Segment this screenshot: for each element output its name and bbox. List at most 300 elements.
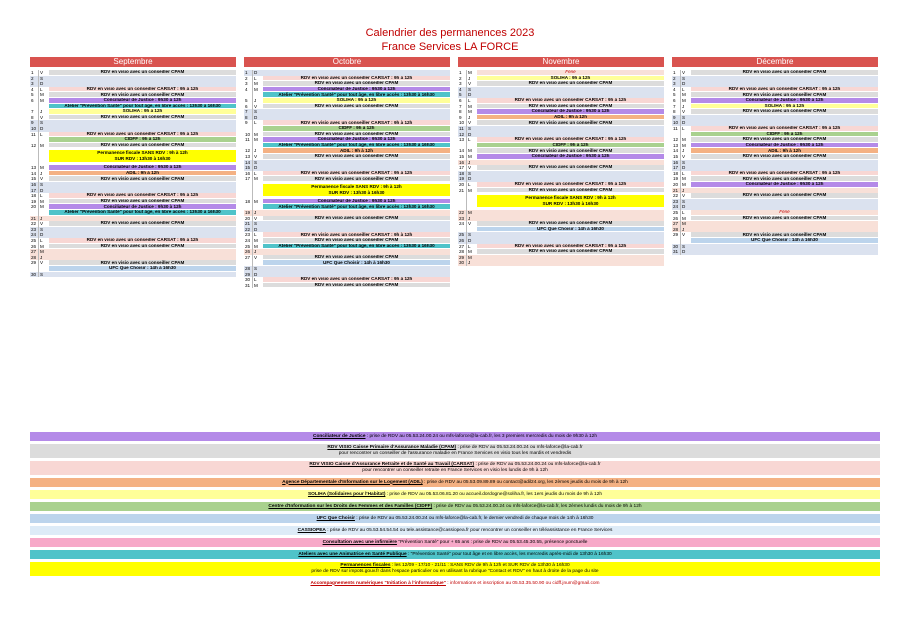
weekday-letter: S <box>468 86 472 92</box>
day-number: 7 <box>672 104 681 110</box>
weekday-letter: J <box>468 159 471 165</box>
day-number: 4 <box>244 87 253 98</box>
weekday-letter: S <box>682 159 686 165</box>
day-number: 6 <box>30 98 39 109</box>
legend-title: Accompagnements numériques "Initiation à l'informatique" <box>310 580 446 586</box>
weekday-letter: J <box>40 109 43 115</box>
day-number: 26 <box>458 238 467 244</box>
legend-text: : prise de RDV au 05.53.24.00.24 ou mfs-laforce@la-cab.fr, les 2èmes lundis du mois de 9h à 12h <box>432 503 642 509</box>
day-number: 22 <box>672 193 681 199</box>
day-row <box>458 221 664 232</box>
fiscal-afternoon: SUR RDV : 13h30 à 16h30 <box>477 201 664 207</box>
weekday-letter: V <box>468 81 472 87</box>
legend-title: Agence Départementale d'Information sur le Logement (ADIL) <box>282 479 423 485</box>
day-number: 9 <box>244 120 253 131</box>
day-number: 4 <box>458 87 467 93</box>
permanence-cpam: RDV en visio avec un conseiller CPAM <box>49 143 236 149</box>
day-number: 17 <box>672 165 681 171</box>
day-number: 31 <box>244 283 253 289</box>
day-number: 26 <box>244 249 253 255</box>
weekday-letter: J <box>468 114 471 120</box>
permanence-carsat: RDV en visio avec un conseiller CARSAT : 9h à 12h <box>263 232 450 238</box>
weekday-letter: M <box>468 154 472 159</box>
legend-text: : informations et inscription au 05.53.35.50.90 ou cidff.jnum@gmail.com <box>445 580 600 586</box>
weekday-letter: D <box>682 249 686 255</box>
permanence-cpam: RDV en visio avec un conseiller CPAM <box>263 81 450 87</box>
day-number: 9 <box>30 120 39 126</box>
weekday-letter: J <box>468 260 471 266</box>
permanence-soliha: SOLIHA : 9h à 12h <box>263 98 450 104</box>
permanence-cpam: RDV en visio avec un conseiller CPAM <box>477 81 664 87</box>
day-number: 13 <box>30 165 39 171</box>
permanence-cpam: RDV en visio avec un conseiller CPAM <box>49 199 236 205</box>
permanence-carsat: RDV en visio avec un conseiller CARSAT : 9h à 12h <box>49 87 236 93</box>
legend-title: Conciliateur de Justice <box>312 433 366 439</box>
permanence-cpam: RDV en visio avec un conseiller CPAM <box>49 92 236 98</box>
legend-text: : prise de RDV au 05.53.06.81.20 ou accueil.dordogne@soliha.fr, les 1ers jeudis du mois de 9h à 12h <box>385 491 603 497</box>
permanence-carsat: RDV en visio avec un conseiller CARSAT : 9h à 12h <box>477 98 664 104</box>
weekday-letter: S <box>682 75 686 81</box>
day-number: 17 <box>244 176 253 198</box>
weekday-letter: D <box>40 232 44 238</box>
weekday-letter: S <box>468 126 472 131</box>
day-number: 23 <box>672 199 681 205</box>
weekday-letter: L <box>682 86 685 92</box>
permanence-carsat: RDV en visio avec un conseiller CARSAT : 9h à 12h <box>263 171 450 177</box>
permanence-cidff: CIDFF : 9h à 12h <box>263 126 450 132</box>
legend-num <box>30 579 880 588</box>
weekday-letter: L <box>40 131 43 137</box>
permanence-carsat: RDV en visio avec un conseiller CARSAT : 9h à 12h <box>477 244 664 250</box>
day-number: 24 <box>244 238 253 244</box>
day-number: 30 <box>672 244 681 250</box>
permanence-carsat: RDV en visio avec un conseiller CARSAT : 9h à 12h <box>263 120 450 126</box>
permanence-cpam: RDV en visio avec un conseiller CPAM <box>477 249 664 255</box>
day-number: 27 <box>30 249 39 255</box>
day-number: 21 <box>458 188 467 210</box>
day-number: 27 <box>672 221 681 227</box>
weekday-letter: D <box>682 165 686 171</box>
day-number: 7 <box>30 109 39 115</box>
fiscal-morning: Permanence fiscale SANS RDV : 9h à 12h <box>477 195 664 201</box>
day-number: 27 <box>244 255 253 266</box>
day-number: 10 <box>672 120 681 126</box>
day-number: 23 <box>458 216 467 222</box>
day-row <box>30 143 236 165</box>
day-row <box>672 126 878 137</box>
legend-title: UFC Que Choisir <box>316 515 355 521</box>
weekday-letter: J <box>254 249 257 255</box>
permanence-carsat: RDV en visio avec un conseiller CARSAT : 9h à 12h <box>49 132 236 138</box>
day-row <box>244 137 450 148</box>
legend-line2: pour rencontrer un conseiller retraite en France Services en visio les lundis de 9h à 12h <box>362 468 548 473</box>
weekday-letter: L <box>468 137 471 143</box>
permanence-adil: ADIL : 9h à 12h <box>263 148 450 154</box>
permanence-cpam: RDV en visio avec un conseiller CPAM <box>691 154 878 160</box>
weekday-letter: J <box>682 187 685 193</box>
permanence-cpam: RDV en visio avec un conseiller CPAM <box>691 109 878 115</box>
weekday-letter: L <box>468 243 471 249</box>
permanence-ps: Atelier "Prévention Santé" pour tout âge, en libre accès : 13h30 à 16h30 <box>49 210 236 216</box>
permanence-cpam: RDV en visio avec un conseiller CPAM <box>477 221 664 227</box>
weekday-letter: L <box>40 86 43 92</box>
weekday-letter: V <box>40 70 44 75</box>
weekday-letter: V <box>468 120 472 126</box>
weekday-letter: M <box>40 142 44 148</box>
weekday-letter: M <box>682 182 686 187</box>
permanence-carsat: RDV en visio avec un conseiller CARSAT : 9h à 12h <box>49 238 236 244</box>
day-number: 27 <box>458 244 467 250</box>
legend-text: : prise de RDV au 05.53.24.00.24 ou mfs-laforce@la-cab.fr, les 3 premiers mercredis du mois de 9h30 à 12h <box>365 433 598 439</box>
permanence-cpam: RDV en visio avec un conseiller CPAM <box>477 104 664 110</box>
day-number: 1 <box>30 70 39 76</box>
day-row <box>458 137 664 148</box>
legend-text: : "Prévention Santé" pour tout âge et en libre accès, les mercredis après-midi de 13h30 à 16h30 <box>406 551 612 557</box>
permanence-cpam: RDV en visio avec un conseiller CPAM <box>263 216 450 222</box>
day-number: 16 <box>30 182 39 188</box>
day-row <box>458 188 664 210</box>
day-number: 15 <box>672 154 681 160</box>
permanence-cpam: RDV en visio avec un conseiller CPAM <box>691 176 878 182</box>
day-number: 2 <box>244 76 253 82</box>
weekday-letter: V <box>254 103 258 109</box>
weekday-letter: S <box>254 221 258 227</box>
day-number: 28 <box>458 249 467 255</box>
permanence-carsat: RDV en visio avec un conseiller CARSAT : 9h à 12h <box>263 277 450 283</box>
permanence-conc: Conciliateur de Justice : 9h30 à 12h <box>49 98 236 104</box>
day-number: 7 <box>458 104 467 110</box>
legend-text: "Prévention Santé" pour + 65 ans : prise de RDV au 05.53.45.30.55, présence ponctuelle <box>396 539 588 545</box>
weekday-letter: M <box>682 98 686 103</box>
permanence-carsat: RDV en visio avec un conseiller CARSAT : 9h à 12h <box>263 76 450 82</box>
weekday-letter: M <box>468 109 472 115</box>
weekday-letter: D <box>40 187 44 193</box>
day-number: 1 <box>672 70 681 76</box>
day-number: 4 <box>30 87 39 93</box>
day-number: 16 <box>672 160 681 166</box>
day-number: 20 <box>672 182 681 188</box>
day-number: 14 <box>244 160 253 166</box>
day-number: 5 <box>672 92 681 98</box>
weekday-letter: S <box>254 159 258 165</box>
weekday-letter: J <box>682 226 685 232</box>
day-number: 19 <box>30 199 39 205</box>
day-number: 18 <box>30 193 39 199</box>
day-row <box>672 232 878 243</box>
permanence-cpam: RDV en visio avec un conseiller CPAM <box>263 154 450 160</box>
permanence-conc: Conciliateur de Justice : 9h30 à 12h <box>691 143 878 149</box>
weekday-letter: D <box>468 131 472 137</box>
permanence-adil: ADIL : 9h à 12h <box>477 115 664 121</box>
day-number: 9 <box>672 115 681 121</box>
permanence-cpam: RDV en visio avec un conseiller CPAM <box>263 255 450 261</box>
day-row <box>244 120 450 131</box>
day-number: 29 <box>244 272 253 278</box>
weekday-letter: D <box>254 271 258 277</box>
weekday-letter: S <box>468 170 472 176</box>
fiscal-afternoon: SUR RDV : 13h30 à 16h30 <box>263 190 450 196</box>
legend-text: : prise de RDV au 05.53.24.00.24 ou mfs-laforce@la-cab.fr <box>456 445 583 450</box>
day-row <box>244 87 450 98</box>
day-number: 7 <box>244 109 253 115</box>
permanence-ufc: UFC Que Choisir : 14h à 16h30 <box>477 227 664 233</box>
weekday-letter: V <box>254 254 258 260</box>
day-number: 9 <box>458 115 467 121</box>
day-number: 11 <box>30 132 39 143</box>
weekday-letter: M <box>40 98 44 103</box>
weekday-letter: M <box>254 86 258 92</box>
day-number: 2 <box>672 76 681 82</box>
day-number: 8 <box>672 109 681 115</box>
weekday-letter: S <box>468 232 472 238</box>
legend-conc <box>30 432 880 441</box>
day-number: 12 <box>30 143 39 165</box>
weekday-letter: V <box>682 109 686 115</box>
weekday-letter: L <box>254 170 257 176</box>
permanence-fisc <box>263 182 450 199</box>
day-number: 14 <box>30 171 39 177</box>
legend-title: SOLIHA (Solidaires pour l'Habitat) <box>307 491 386 497</box>
permanence-conc: Conciliateur de Justice : 9h30 à 12h <box>263 87 450 93</box>
weekday-letter: J <box>40 254 43 260</box>
weekday-letter: D <box>254 70 258 75</box>
day-number: 28 <box>672 227 681 233</box>
weekday-letter: J <box>682 148 685 154</box>
permanence-cpam: RDV en visio avec un conseiller CPAM <box>691 216 878 222</box>
day-number: 21 <box>30 216 39 222</box>
permanence-soliha: SOLIHA : 9h à 12h <box>49 109 236 115</box>
legend-title: CASSIOPEA <box>297 527 326 533</box>
permanence-cpam: RDV en visio avec un conseiller CPAM <box>263 176 450 182</box>
legend-text: : prise de RDV au 05.53.54.54.54 ou tele.assistance@cassiopea.fr pour rencontrer un conseiller en téléassistance en France Services <box>325 527 613 533</box>
weekday-letter: D <box>682 120 686 126</box>
weekday-letter: M <box>40 92 44 98</box>
month-header: Septembre <box>30 57 236 67</box>
legend-title: Ateliers avec une Animatrice en Santé Publique <box>298 551 407 557</box>
permanence-ps: Atelier "Prévention Santé" pour tout âge, en libre accès : 13h30 à 16h30 <box>263 244 450 250</box>
weekday-letter: M <box>40 243 44 249</box>
day-number: 30 <box>30 272 39 278</box>
day-number: 14 <box>672 148 681 154</box>
weekday-letter: M <box>468 249 472 255</box>
day-number: 20 <box>244 216 253 222</box>
day-row <box>244 176 450 198</box>
day-number: 18 <box>244 199 253 210</box>
weekday-letter: L <box>254 75 257 81</box>
weekday-letter: V <box>468 221 472 227</box>
permanence-cpam: RDV en visio avec un conseiller CPAM <box>49 115 236 121</box>
legend-line2: prise de RDV sur impots.gouv.fr dans l'espace particulier ou en utilisant la rubrique "Contact et RDV" en haut à droite de la page du site <box>311 569 599 574</box>
permanence-ps: Atelier "Prévention Santé" pour tout âge, en libre accès : 13h30 à 16h30 <box>49 104 236 110</box>
day-number: 13 <box>244 154 253 160</box>
legend-title: RDV VISIO Caisse d'Assurance Retraite et de Santé au Travail (CARSAT) <box>309 462 475 467</box>
day-number: 5 <box>30 92 39 98</box>
day-row <box>30 272 236 278</box>
title-line2: France Services LA FORCE <box>381 41 519 53</box>
weekday-letter: D <box>468 176 472 182</box>
weekday-letter: L <box>40 193 43 199</box>
legend-soliha <box>30 490 880 499</box>
legend-cidff <box>30 502 880 511</box>
permanence-adil: ADIL : 9h à 12h <box>49 171 236 177</box>
day-number: 23 <box>30 227 39 233</box>
day-number: 24 <box>30 232 39 238</box>
weekday-letter: S <box>40 271 44 277</box>
day-number: 29 <box>458 255 467 261</box>
weekday-letter: S <box>682 243 686 249</box>
weekday-letter: J <box>254 148 257 154</box>
weekday-letter: V <box>254 154 258 159</box>
weekday-letter: M <box>682 215 686 221</box>
day-number: 12 <box>244 148 253 154</box>
legend-fisc <box>30 562 880 576</box>
day-number: 19 <box>458 176 467 182</box>
weekday-letter: D <box>468 238 472 243</box>
permanence-cpam: RDV en visio avec un conseiller CPAM <box>263 104 450 110</box>
permanence-ufc: UFC Que Choisir : 14h à 16h30 <box>49 266 236 272</box>
day-number: 18 <box>458 171 467 177</box>
legend-inf <box>30 538 880 547</box>
permanence-cpam: RDV en visio avec un conseiller CPAM <box>263 283 450 289</box>
day-row <box>458 260 664 266</box>
weekday-letter: J <box>682 103 685 109</box>
day-number: 25 <box>672 210 681 216</box>
legend-text: : prise de RDV au 05.53.24.00.24 ou mfs-laforce@la-cab.fr <box>474 462 601 467</box>
weekday-letter: V <box>682 232 686 238</box>
day-number: 11 <box>458 126 467 132</box>
permanence-fisc <box>477 193 664 210</box>
weekday-letter: L <box>468 98 471 103</box>
weekday-letter: J <box>468 215 471 221</box>
day-row <box>244 255 450 266</box>
permanence-conc: Conciliateur de Justice : 9h30 à 12h <box>263 199 450 205</box>
weekday-letter: S <box>40 226 44 232</box>
day-number: 30 <box>458 260 467 266</box>
legend-title: Centre d'Information sur les Droits des Femmes et des Familles (CIDFF) <box>268 503 433 509</box>
weekday-letter: M <box>40 249 44 255</box>
day-number: 3 <box>30 81 39 87</box>
day-number: 21 <box>244 221 253 227</box>
legend-text: : prise de RDV au 05.53.24.00.24 ou mfs-laforce@la-cab.fr, le dernier vendredi de chaque mois de 14h à 16h30 <box>354 515 594 521</box>
day-number: 23 <box>244 232 253 238</box>
weekday-letter: D <box>254 114 258 120</box>
weekday-letter: L <box>468 182 471 187</box>
permanence-cpam: RDV en visio avec un conseiller CPAM <box>691 70 878 76</box>
weekday-letter: V <box>40 221 44 227</box>
day-number: 4 <box>672 87 681 93</box>
weekday-letter: L <box>40 238 43 243</box>
day-number: 12 <box>458 132 467 138</box>
day-number: 3 <box>244 81 253 87</box>
weekday-letter: M <box>254 282 258 288</box>
day-number: 10 <box>30 126 39 132</box>
permanence-conc: Conciliateur de Justice : 9h30 à 12h <box>49 165 236 171</box>
weekday-letter: M <box>254 238 258 243</box>
month-header: Novembre <box>458 57 664 67</box>
permanence-ps: Atelier "Prévention Santé" pour tout âge, en libre accès : 13h30 à 16h30 <box>263 143 450 149</box>
weekday-letter: V <box>40 176 44 182</box>
page-title <box>0 26 900 54</box>
day-row <box>30 132 236 143</box>
permanence-carsat: RDV en visio avec un conseiller CARSAT : 9h à 12h <box>691 171 878 177</box>
day-number: 2 <box>30 76 39 82</box>
permanence-ps: Atelier "Prévention Santé" pour tout âge, en libre accès : 13h30 à 16h30 <box>263 204 450 210</box>
weekday-letter: M <box>682 176 686 182</box>
weekday-letter: L <box>254 232 257 238</box>
day-number: 3 <box>672 81 681 87</box>
permanence-carsat: RDV en visio avec un conseiller CARSAT : 9h à 12h <box>691 87 878 93</box>
permanence-cpam: RDV en visio avec un conseiller CPAM <box>691 92 878 98</box>
weekday-letter: M <box>682 137 686 143</box>
permanence-cpam: RDV en visio avec un conseiller CPAM <box>477 165 664 171</box>
weekday-letter: M <box>468 254 472 260</box>
weekday-letter: V <box>682 154 686 159</box>
permanence-conc: Conciliateur de Justice : 9h30 à 12h <box>263 137 450 143</box>
legend-carsat <box>30 461 880 475</box>
permanence-cpam: RDV en visio avec un conseiller CPAM <box>691 137 878 143</box>
weekday-letter: D <box>40 81 44 87</box>
permanence-carsat: RDV en visio avec un conseiller CARSAT : 9h à 12h <box>477 137 664 143</box>
weekday-letter: S <box>254 109 258 115</box>
legend-adil <box>30 478 880 487</box>
fiscal-afternoon: SUR RDV : 13h30 à 16h30 <box>49 156 236 162</box>
permanence-cidff: CIDFF : 9h à 12h <box>49 137 236 143</box>
permanence-fisc <box>49 148 236 165</box>
day-number: 17 <box>458 165 467 171</box>
weekday-letter: M <box>254 131 258 137</box>
day-number: 15 <box>458 154 467 160</box>
permanence-cpam: RDV en visio avec un conseiller CPAM <box>477 148 664 154</box>
permanence-cpam: RDV en visio avec un conseiller CPAM <box>691 193 878 199</box>
legend-text: : prise de RDV au 05.53.09.89.89 ou contact@adil24.org, les 2èmes jeudis du mois de 9h à 12h <box>422 479 628 485</box>
day-number: 19 <box>672 176 681 182</box>
day-number: 8 <box>458 109 467 115</box>
day-row <box>672 249 878 255</box>
legend-cpam <box>30 444 880 458</box>
day-number: 6 <box>458 98 467 104</box>
legend-title: Permanences fiscales <box>340 563 391 568</box>
permanence-ufc: UFC Que Choisir : 14h à 16h30 <box>263 260 450 266</box>
day-number: 15 <box>30 176 39 182</box>
weekday-letter: V <box>682 70 686 75</box>
weekday-letter: L <box>254 120 257 126</box>
weekday-letter: J <box>468 75 471 81</box>
weekday-letter: J <box>254 98 257 103</box>
day-row <box>30 98 236 109</box>
legend-line2: pour rencontrer un conseiller de l'assurance maladie en France Services en visio tous les mardis et vendredis <box>338 451 572 456</box>
permanence-cpam: RDV en visio avec un conseiller CPAM <box>49 176 236 182</box>
weekday-letter: M <box>468 70 472 75</box>
weekday-letter: V <box>254 215 258 221</box>
permanence-ferie: Férié <box>691 210 878 216</box>
day-row <box>30 260 236 271</box>
weekday-letter: D <box>468 92 472 98</box>
day-number: 14 <box>458 148 467 154</box>
day-number: 1 <box>458 70 467 76</box>
day-number: 16 <box>244 171 253 177</box>
day-number: 25 <box>30 238 39 244</box>
day-number: 16 <box>458 160 467 166</box>
day-number: 31 <box>672 249 681 255</box>
legend-ps <box>30 550 880 559</box>
permanence-conc: Conciliateur de Justice : 9h30 à 12h <box>477 154 664 160</box>
day-number: 8 <box>30 115 39 121</box>
fiscal-morning: Permanence fiscale SANS RDV : 9h à 12h <box>49 150 236 156</box>
weekday-letter: J <box>40 215 43 221</box>
permanence-cpam: RDV en visio avec un conseiller CPAM <box>49 244 236 250</box>
day-number: 11 <box>672 126 681 137</box>
weekday-letter: S <box>40 75 44 81</box>
